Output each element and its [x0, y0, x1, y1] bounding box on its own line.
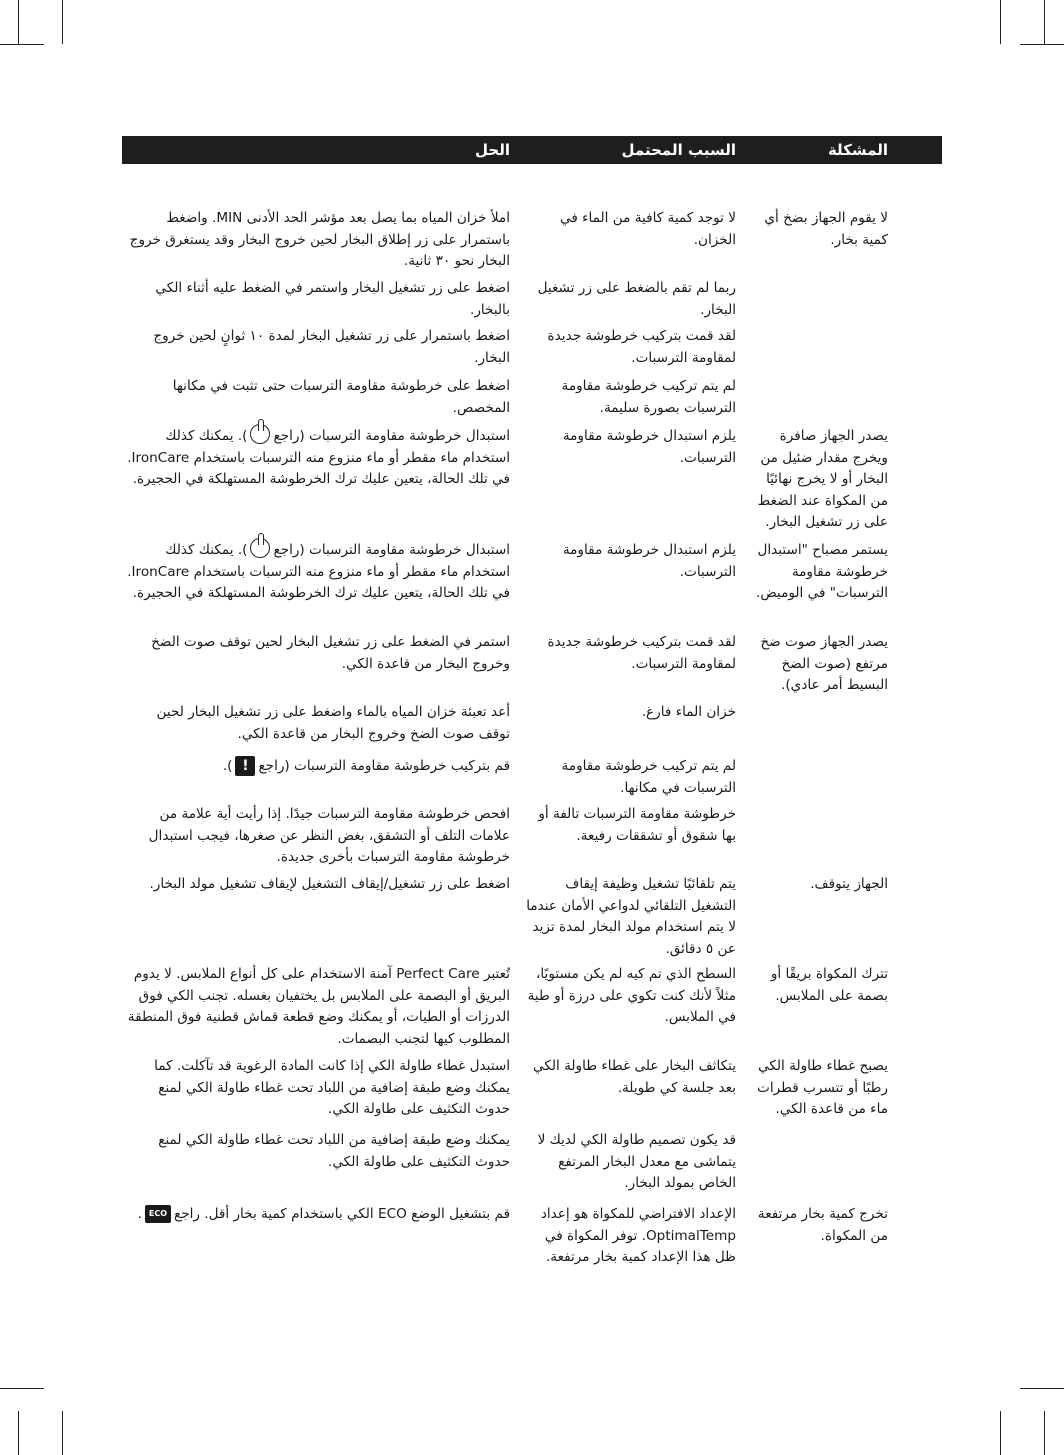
crop-mark [1000, 1411, 1001, 1455]
crop-mark [18, 0, 19, 44]
crop-mark [0, 1388, 44, 1389]
solution-cell: افحص خرطوشة مقاومة الترسبات جيدًا. إذا رأيت أية علامة من علامات التلف أو التشقق، بغض النظر عن صغرها، فيجب استبدال خرطوشة مقاومة الترسبات بأخرى جديدة. [148, 806, 510, 865]
solution-cell: اضغط على خرطوشة مقاومة الترسبات حتى تثبت في مكانها المخصص. [172, 378, 510, 416]
hand-press-icon [250, 538, 270, 558]
cause-cell: لقد قمت بتركيب خرطوشة جديدة لمقاومة الترسبات. [547, 634, 736, 672]
crop-mark [18, 1411, 19, 1455]
cause-cell: يتم تلقائيًا تشغيل وظيفة إيقاف التشغيل التلقائي لدواعي الأمان عندما لا يتم استخدام مولد البخار لمدة تزيد عن ٥ دقائق. [526, 876, 736, 957]
solution-text-part: ). يمكنك كذلك استخدام ماء مقطر أو ماء منزوع منه الترسبات باستخدام IronCare. في تلك الحالة، يتعين عليك ترك الخرطوشة المستهلكة في الحجيرة. [127, 428, 510, 487]
problem-cell: يستمر مصباح "استبدال خرطوشة مقاومة الترسبات" في الوميض. [756, 542, 888, 601]
solution-cell: اضغط على زر تشغيل/إيقاف التشغيل لإيقاف تشغيل مولد البخار. [149, 876, 510, 892]
solution-text-part: قم بتركيب خرطوشة مقاومة الترسبات (راجع [258, 758, 510, 774]
problem-cell: يصدر الجهاز صافرة ويخرج مقدار ضئيل من البخار أو لا يخرج نهائيًا من المكواة عند الضغط على زر تشغيل البخار. [757, 428, 888, 530]
cause-cell: لم يتم تركيب خرطوشة مقاومة الترسبات بصورة سليمة. [561, 378, 736, 416]
problem-cell: تخرج كمية بخار مرتفعة من المكواة. [757, 1206, 888, 1244]
cause-cell: خزان الماء فارغ. [641, 704, 736, 720]
cause-cell: يلزم استبدال خرطوشة مقاومة الترسبات. [562, 428, 736, 466]
cause-cell: لقد قمت بتركيب خرطوشة جديدة لمقاومة الترسبات. [547, 328, 736, 366]
cause-cell: قد يكون تصميم طاولة الكي لديك لا يتماشى مع معدل البخار المرتفع الخاص بمولد البخار. [537, 1132, 736, 1191]
problem-cell: يصدر الجهاز صوت ضخ مرتفع (صوت الضخ البسيط أمر عادي). [760, 634, 888, 693]
crop-mark [1044, 1411, 1045, 1455]
crop-mark [0, 44, 44, 45]
problem-cell: لا يقوم الجهاز بضخ أي كمية بخار. [764, 210, 888, 248]
solution-cell [122, 540, 510, 605]
crop-mark [1020, 44, 1064, 45]
warning-icon: ! [235, 756, 255, 776]
problem-cell: الجهاز يتوقف. [810, 876, 888, 892]
solution-cell: تُعتبر Perfect Care آمنة الاستخدام على كل أنواع الملابس. لا يدوم البريق أو البصمة على الملابس بل يختفيان بغسله. تجنب الكي فوق الدرزات أو الطيات، أو يمكنك وضع قطعة قماش قطنية فوق المنطقة المطلوب كيها لتجنب البصمات. [127, 966, 510, 1047]
cause-cell: ربما لم تقم بالضغط على زر تشغيل البخار. [537, 280, 736, 318]
solution-cell: أعد تعبئة خزان المياه بالماء واضغط على زر تشغيل البخار لحين توقف صوت الضخ وخروج البخار من قاعدة الكي. [156, 704, 510, 742]
solution-cell: اضغط على زر تشغيل البخار واستمر في الضغط عليه أثناء الكي بالبخار. [155, 280, 510, 318]
cause-cell: خرطوشة مقاومة الترسبات تالفة أو بها شقوق أو تشققات رفيعة. [538, 806, 736, 844]
solution-cell: استبدل غطاء طاولة الكي إذا كانت المادة الرغوية قد تآكلت. كما يمكنك وضع طبقة إضافية من اللباد تحت غطاء طاولة الكي لمنع حدوث التكثيف على طاولة الكي. [154, 1058, 510, 1117]
solution-text-part: استبدال خرطوشة مقاومة الترسبات (راجع [273, 542, 510, 558]
cause-cell: لم يتم تركيب خرطوشة مقاومة الترسبات في مكانها. [561, 758, 736, 796]
solution-text-part: . [137, 1206, 142, 1222]
solution-cell [122, 426, 510, 491]
crop-mark [1044, 0, 1045, 44]
solution-cell [122, 756, 510, 778]
cause-cell: يلزم استبدال خرطوشة مقاومة الترسبات. [562, 542, 736, 580]
cause-cell: لا توجد كمية كافية من الماء في الخزان. [559, 210, 736, 248]
problem-cell: يصبح غطاء طاولة الكي رطبًا أو تتسرب قطرات ماء من قاعدة الكي. [757, 1058, 888, 1117]
solution-cell: استمر في الضغط على زر تشغيل البخار لحين توقف صوت الضخ وخروج البخار من قاعدة الكي. [151, 634, 510, 672]
header-cause: السبب المحتمل [621, 141, 736, 159]
solution-text-part: استبدال خرطوشة مقاومة الترسبات (راجع [273, 428, 510, 444]
troubleshooting-table [122, 136, 942, 1265]
table-header [122, 136, 942, 164]
cause-cell: السطح الذي تم كيه لم يكن مستويًا، مثلاً لأنك كنت تكوي على درزة أو طية في الملابس. [527, 966, 736, 1025]
solution-cell [122, 1204, 510, 1226]
header-problem: المشكلة [827, 141, 888, 159]
crop-mark [1020, 1388, 1064, 1389]
cause-cell: يتكاثف البخار على غطاء طاولة الكي بعد جلسة كي طويلة. [533, 1058, 736, 1096]
crop-mark [62, 1411, 63, 1455]
problem-cell: تترك المكواة بريقًا أو بصمة على الملابس. [770, 966, 888, 1004]
solution-cell: اضغط باستمرار على زر تشغيل البخار لمدة ١٠ ثوانٍ لحين خروج البخار. [153, 328, 510, 366]
solution-text-part: قم بتشغيل الوضع ECO الكي باستخدام كمية بخار أقل. راجع [173, 1206, 510, 1222]
cause-cell: الإعداد الافتراضي للمكواة هو إعداد OptimalTemp. توفر المكواة في ظل هذا الإعداد كمية بخار مرتفعة. [540, 1206, 736, 1265]
solution-text-part: ). [222, 758, 233, 774]
crop-mark [62, 0, 63, 44]
solution-text-part: ). يمكنك كذلك استخدام ماء مقطر أو ماء منزوع منه الترسبات باستخدام IronCare. في تلك الحالة، يتعين عليك ترك الخرطوشة المستهلكة في الحجيرة. [127, 542, 510, 601]
hand-press-icon [250, 424, 270, 444]
eco-mode-icon: ECO [145, 1205, 171, 1223]
solution-cell: املأ خزان المياه بما يصل بعد مؤشر الحد الأدنى MIN. واضغط باستمرار على زر إطلاق البخار لحين خروج البخار وقد يستغرق خروج البخار نحو ٣٠ ثانية. [129, 210, 510, 269]
header-solution: الحل [475, 141, 510, 159]
crop-mark [1000, 0, 1001, 44]
solution-cell: يمكنك وضع طبقة إضافية من اللباد تحت غطاء طاولة الكي لمنع حدوث التكثيف على طاولة الكي. [158, 1132, 510, 1170]
